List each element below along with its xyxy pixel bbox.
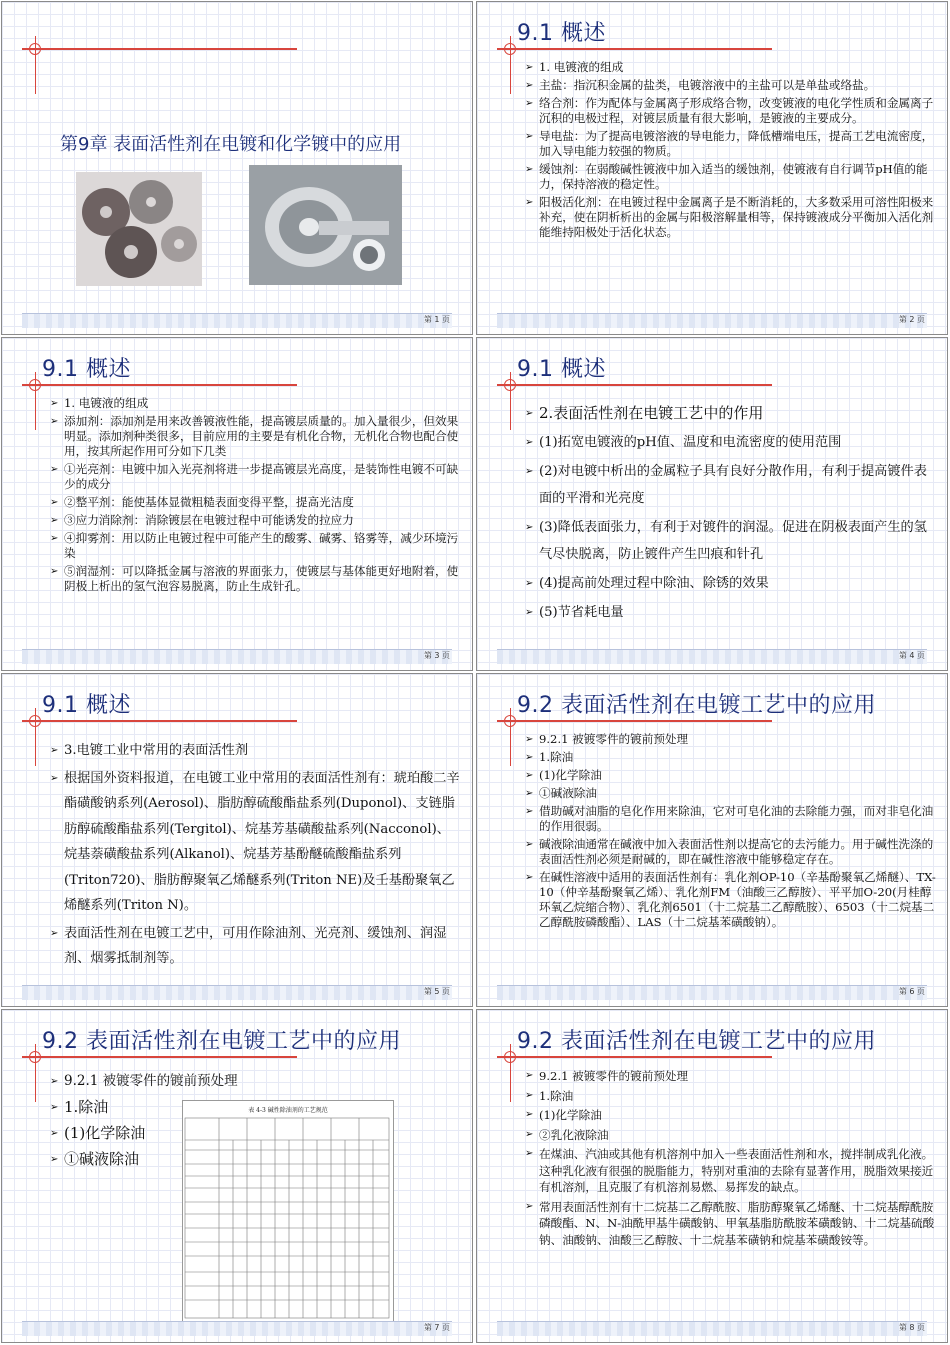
list-item: ➢ 常用表面活性剂有十二烷基二乙醇酰胺、脂肪醇聚氧乙烯醚、十二烷基醇酰胺磷酸酯、N、N-油酰甲基牛磺酸钠、甲氧基脂肪酰胺苯磺酸钠、十二烷基硫酸钠、油酸钠、油酸三乙醇胺、十二烷基苯磺钠和烷基苯磺酸铵等。 [525,1199,937,1249]
list-item: ➢ ①碱液除油 [525,786,937,801]
slide-5[interactable] [1,673,473,1007]
list-item: ➢ 3.电镀工业中常用的表面活性剂 [50,738,462,764]
title-rule [22,48,297,50]
slide-title: 9.2 表面活性剂在电镀工艺中的应用 [517,693,876,718]
list-item: ➢ 1. 电镀液的组成 [50,396,462,411]
page-number: 第 2 页 [898,315,925,324]
washer-photo [76,172,202,286]
title-mark-circle [29,379,41,391]
list-item: ➢ (1)化学除油 [525,768,937,783]
list-item: ➢ 碱液除油通常在碱液中加入表面活性剂以提高它的去污能力。用于碱性洗涤的表面活性剂必须是耐碱的，即在碱性溶液中能够稳定存在。 [525,837,937,867]
footer-band [497,1321,927,1336]
slide-title: 9.1 概述 [42,357,131,382]
slide-7[interactable] [1,1009,473,1343]
footer-band [22,985,452,1000]
page-number: 第 8 页 [898,1323,925,1332]
bullet-list [525,1068,937,1251]
list-item: ➢ 添加剂：添加剂是用来改善镀液性能，提高镀层质量的。加入量很少，但效果明显。添加剂种类很多，目前应用的主要是有机化合物，无机化合物也配合使用，按其所起作用可分如下几类 [50,414,462,459]
page-number: 第 3 页 [423,651,450,660]
list-item: ➢ 根据国外资料报道，在电镀工业中常用的表面活性剂有：琥珀酸二辛酯磺酸钠系列(Aerosol)、脂肪醇硫酸酯盐系列(Duponol)、支链脂肪醇硫酸酯盐系列(Tergitol)、烷基芳基磺酸盐系列(Nacconol)、烷基萘磺酸盐系列(Alkanol)、烷基芳基酚醚硫酸酯盐系列(Triton720)、脂肪醇聚氧乙烯醚系列(Triton NE)及壬基酚聚氧乙烯醚系列(Triton N)。 [50,766,462,919]
bullet-list [525,400,937,628]
list-item: ➢ 表面活性剂在电镀工艺中，可用作除油剂、光亮剂、缓蚀剂、润湿剂、烟雾抵制剂等。 [50,921,462,972]
list-item: ➢ 1.除油 [525,750,937,765]
title-mark-circle [504,1051,516,1063]
title-rule [22,1056,297,1058]
slide-3[interactable] [1,337,473,671]
list-item: ➢ 1. 电镀液的组成 [525,60,937,75]
page-number: 第 1 页 [423,315,450,324]
list-item: ➢ 在煤油、汽油或其他有机溶剂中加入一些表面活性剂和水，搅拌制成乳化液。这种乳化液有很强的脱脂能力，特别对重油的去除有显著作用，脱脂效果接近有机溶剂，且克服了有机溶剂易燃、易挥发的缺点。 [525,1146,937,1196]
footer-band [497,985,927,1000]
slide-title: 9.1 概述 [517,21,606,46]
footer-band [22,1321,452,1336]
page-number: 第 4 页 [898,651,925,660]
list-item: ➢ (4)提高前处理过程中除油、除锈的效果 [525,570,937,597]
list-item: ➢ ②整平剂：能使基体显微粗糙表面变得平整，提高光洁度 [50,495,462,510]
bullet-list [525,732,937,933]
process-table-image [182,1100,394,1326]
footer-band [22,313,452,328]
page-number: 第 7 页 [423,1323,450,1332]
list-item: ➢ (2)对电镀中析出的金属粒子具有良好分散作用，有利于提高镀件表面的平滑和光亮度 [525,458,937,512]
title-rule [22,384,297,386]
bullet-list [525,60,937,243]
title-mark-circle [29,715,41,727]
list-item: ➢ (1)化学除油 [525,1107,937,1124]
list-item: ➢ 1.除油 [50,1096,200,1119]
list-item: ➢ (5)节省耗电量 [525,599,937,626]
list-item: ➢ 络合剂：作为配体与金属离子形成络合物，改变镀液的电化学性质和金属离子沉积的电极过程，对镀层质量有很大影响，是镀液的主要成分。 [525,96,937,126]
slide-6[interactable] [476,673,948,1007]
list-item: ➢ 主盐：指沉积金属的盐类，电镀溶液中的主盐可以是单盐或络盐。 [525,78,937,93]
list-item: ➢ (3)降低表面张力，有利于对镀件的润湿。促进在阴极表面产生的氢气尽快脱离，防止镀件产生凹痕和针孔 [525,514,937,568]
slide-title: 9.2 表面活性剂在电镀工艺中的应用 [42,1029,401,1054]
title-rule [497,720,772,722]
list-item: ➢ ②乳化液除油 [525,1127,937,1144]
list-item: ➢ 在碱性溶液中适用的表面活性剂有：乳化剂OP-10（辛基酚聚氧乙烯醚）、TX-10（仲辛基酚聚氧乙烯）、乳化剂FM（油酸三乙醇胺）、平平加O-20(月桂醇环氧乙烷缩合物）、乳化剂6501（十二烷基二乙醇酰胺）、6503（十二烷基二乙醇酰胺磷酸酯）、LAS（十二烷基苯磺酸钠）。 [525,870,937,930]
footer-band [22,649,452,664]
title-rule [497,1056,772,1058]
slide-4[interactable] [476,337,948,671]
slide-title: 9.2 表面活性剂在电镀工艺中的应用 [517,1029,876,1054]
title-rule [22,720,297,722]
list-item: ➢ (1)拓宽电镀液的pH值、温度和电流密度的使用范围 [525,429,937,456]
list-item: ➢ (1)化学除油 [50,1122,200,1145]
list-item: ➢ 1.除油 [525,1088,937,1105]
list-item: ➢ ④抑雾剂：用以防止电镀过程中可能产生的酸雾、碱雾、铬雾等，减少环境污染 [50,531,462,561]
bullet-list [50,1070,238,1174]
footer-band [497,313,927,328]
list-item: ➢ ⑤润湿剂：可以降抵金属与溶液的界面张力，使镀层与基体能更好地附着，使阴极上析出的氢气泡容易脱离，防止生成针孔。 [50,564,462,594]
list-item: ➢ 9.2.1 被镀零件的镀前预处理 [525,732,937,747]
slide-title: 9.1 概述 [517,357,606,382]
list-item: ➢ 阳极活化剂：在电镀过程中金属离子是不断消耗的，大多数采用可溶性阳极来补充，使在阴析析出的金属与阳极溶解量相等，保持镀液成分平衡加入活化剂能维持阳极处于活化状态。 [525,195,937,240]
gear-photo [249,165,402,285]
page-number: 第 5 页 [423,987,450,996]
footer-band [497,649,927,664]
bullet-list [50,396,462,597]
title-rule [497,384,772,386]
title-mark-circle [29,1051,41,1063]
list-item: ➢ ①光亮剂：电镀中加入光亮剂将进一步提高镀层光高度，是装饰性电镀不可缺少的成分 [50,462,462,492]
slide-2[interactable] [476,1,948,335]
list-item: ➢ 借助碱对油脂的皂化作用来除油，它对可皂化油的去除能力强，而对非皂化油的作用很弱。 [525,804,937,834]
list-item: ➢ 9.2.1 被镀零件的镀前预处理 [50,1070,200,1093]
table-caption: 表 4-3 碱性除油剂的工艺规范 [248,1107,328,1114]
title-mark-circle [29,43,41,55]
list-item: ➢ ③应力消除剂：消除镀层在电镀过程中可能诱发的拉应力 [50,513,462,528]
slide-title: 9.1 概述 [42,693,131,718]
bullet-list [50,738,462,974]
slide-8[interactable] [476,1009,948,1343]
cover-title: 第9章 表面活性剂在电镀和化学镀中的应用 [60,134,402,155]
list-item: ➢ 缓蚀剂：在弱酸碱性镀液中加入适当的缓蚀剂，使镀液有自行调节pH值的能力，保持溶液的稳定性。 [525,162,937,192]
list-item: ➢ 导电盐：为了提高电镀溶液的导电能力，降低槽端电压，提高工艺电流密度，加入导电能力较强的物质。 [525,129,937,159]
list-item: ➢ ①碱液除油 [50,1148,200,1171]
list-item: ➢ 2.表面活性剂在电镀工艺中的作用 [525,400,937,427]
title-mark-circle [504,43,516,55]
title-mark-circle [504,379,516,391]
title-mark-circle [504,715,516,727]
list-item: ➢ 9.2.1 被镀零件的镀前预处理 [525,1068,937,1085]
page-number: 第 6 页 [898,987,925,996]
title-rule [497,48,772,50]
slide-1[interactable] [1,1,473,335]
